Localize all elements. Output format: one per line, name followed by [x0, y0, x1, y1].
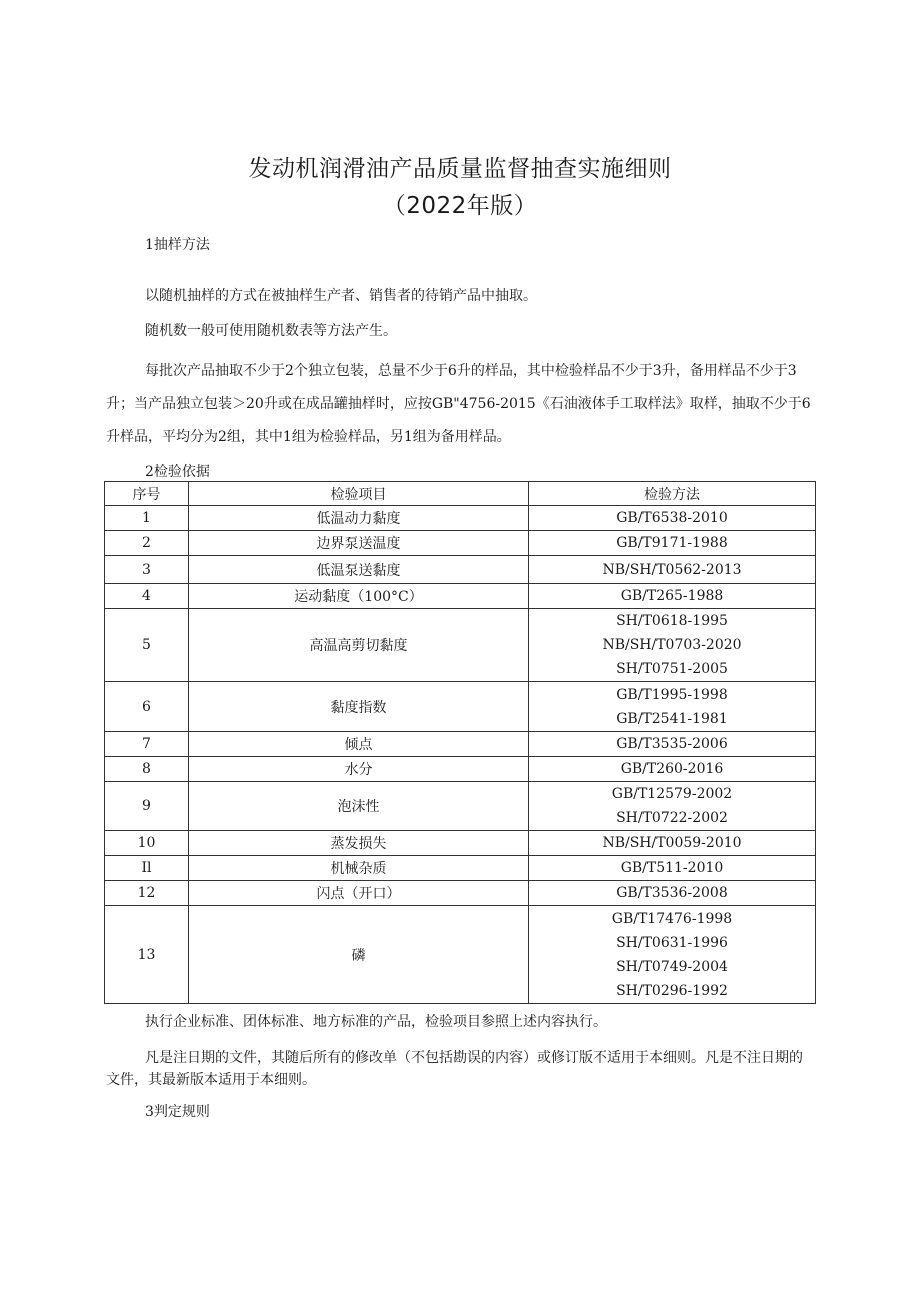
table-row [105, 757, 816, 782]
document-subtitle: （2022年版） [382, 193, 538, 219]
method-standard: GB/T12579-2002 [611, 786, 733, 802]
method-standard: SH/T0722-2002 [616, 810, 728, 826]
section1-heading: 1抽样方法 [145, 237, 210, 253]
row-item: 低温动力黏度 [189, 506, 529, 531]
method-standard: SH/T0618-1995 [616, 613, 728, 629]
table-row [105, 732, 816, 757]
table-row [105, 682, 816, 732]
row-item: 闪点（开口） [189, 881, 529, 906]
row-methods [529, 732, 816, 757]
method-standard: SH/T0631-1996 [616, 934, 728, 951]
row-number: 9 [105, 782, 189, 831]
section1-paragraph-2: 随机数一般可使用随机数表等方法产生。 [145, 323, 397, 339]
row-item: 黏度指数 [189, 682, 529, 732]
row-number: 12 [105, 881, 189, 906]
method-standard: GB/T9171-1988 [616, 535, 728, 551]
row-methods [529, 506, 816, 531]
method-standard: GB/T511-2010 [620, 860, 724, 876]
header-item: 检验项目 [189, 482, 529, 506]
document-title: 发动机润滑油产品质量监督抽查实施细则 [248, 156, 672, 182]
method-standard: SH/T0296-1992 [616, 982, 728, 999]
row-number: 5 [105, 609, 189, 682]
method-standard: NB/SH/T0703-2020 [602, 637, 742, 653]
row-item: 倾点 [189, 732, 529, 757]
table-row [105, 906, 816, 1004]
row-number: 6 [105, 682, 189, 732]
row-item: 高温高剪切黏度 [189, 609, 529, 682]
table-row [105, 556, 816, 584]
method-standard: GB/T1995-1998 [616, 686, 728, 703]
row-methods [529, 682, 816, 732]
note-paragraph-1: 执行企业标准、团体标准、地方标准的产品，检验项目参照上述内容执行。 [145, 1014, 607, 1030]
table-row [105, 881, 816, 906]
section1-paragraph-1: 以随机抽样的方式在被抽样生产者、销售者的待销产品中抽取。 [145, 288, 537, 304]
row-item: 泡沫性 [189, 782, 529, 831]
row-item: 机械杂质 [189, 856, 529, 881]
table-row [105, 531, 816, 556]
method-standard: GB/T2541-1981 [616, 710, 728, 727]
row-number: 7 [105, 732, 189, 757]
row-number: 4 [105, 584, 189, 609]
row-number: Il [105, 856, 189, 881]
row-methods [529, 757, 816, 782]
table-row [105, 506, 816, 531]
row-item: 低温泵送黏度 [189, 556, 529, 584]
method-standard: GB/T265-1988 [620, 588, 724, 604]
method-standard: SH/T0751-2005 [616, 661, 728, 677]
row-methods [529, 609, 816, 682]
row-methods [529, 906, 816, 1004]
method-standard: GB/T3536-2008 [616, 885, 728, 901]
section1-paragraph-3: 每批次产品抽取不少于2个独立包装，总量不少于6升的样品，其中检验样品不少于3升，备用样品不少于3升；当产品独立包装＞20升或在成品罐抽样时，应按GB"4756-2015《石油液体手工取样法》取样，抽取不少于6升样品，平均分为2组，其中1组为检验样品，另1组为备用样品。 [106, 363, 811, 445]
table-header-row [105, 482, 816, 506]
method-standard: GB/T3535-2006 [616, 736, 728, 752]
row-methods [529, 881, 816, 906]
row-item: 运动黏度（100°C） [189, 584, 529, 609]
table-row [105, 831, 816, 856]
row-number: 13 [105, 906, 189, 1004]
inspection-table [104, 481, 816, 1004]
row-number: 8 [105, 757, 189, 782]
header-method: 检验方法 [529, 482, 816, 506]
row-item: 边界泵送温度 [189, 531, 529, 556]
row-methods [529, 556, 816, 584]
table-row [105, 782, 816, 831]
row-methods [529, 856, 816, 881]
row-methods [529, 831, 816, 856]
method-standard: SH/T0749-2004 [616, 958, 728, 975]
row-methods [529, 531, 816, 556]
row-item: 磷 [189, 906, 529, 1004]
method-standard: NB/SH/T0059-2010 [602, 835, 742, 851]
table-row [105, 856, 816, 881]
note-paragraph-2: 凡是注日期的文件，其随后所有的修改单（不包括勘误的内容）或修订版不适用于本细则。凡是不注日期的文件，其最新版本适用于本细则。 [106, 1050, 803, 1088]
method-standard: GB/T260-2016 [620, 761, 724, 777]
row-number: 2 [105, 531, 189, 556]
table-row [105, 584, 816, 609]
method-standard: GB/T17476-1998 [611, 910, 733, 927]
row-methods [529, 782, 816, 831]
table-body [105, 506, 816, 1004]
row-number: 3 [105, 556, 189, 584]
header-no: 序号 [105, 482, 189, 506]
row-item: 蒸发损失 [189, 831, 529, 856]
section2-heading: 2检验依据 [145, 464, 210, 480]
row-methods [529, 584, 816, 609]
row-item: 水分 [189, 757, 529, 782]
section3-heading: 3判定规则 [145, 1104, 210, 1120]
table-row [105, 609, 816, 682]
method-standard: NB/SH/T0562-2013 [602, 561, 742, 578]
method-standard: GB/T6538-2010 [616, 510, 728, 526]
row-number: 1 [105, 506, 189, 531]
row-number: 10 [105, 831, 189, 856]
